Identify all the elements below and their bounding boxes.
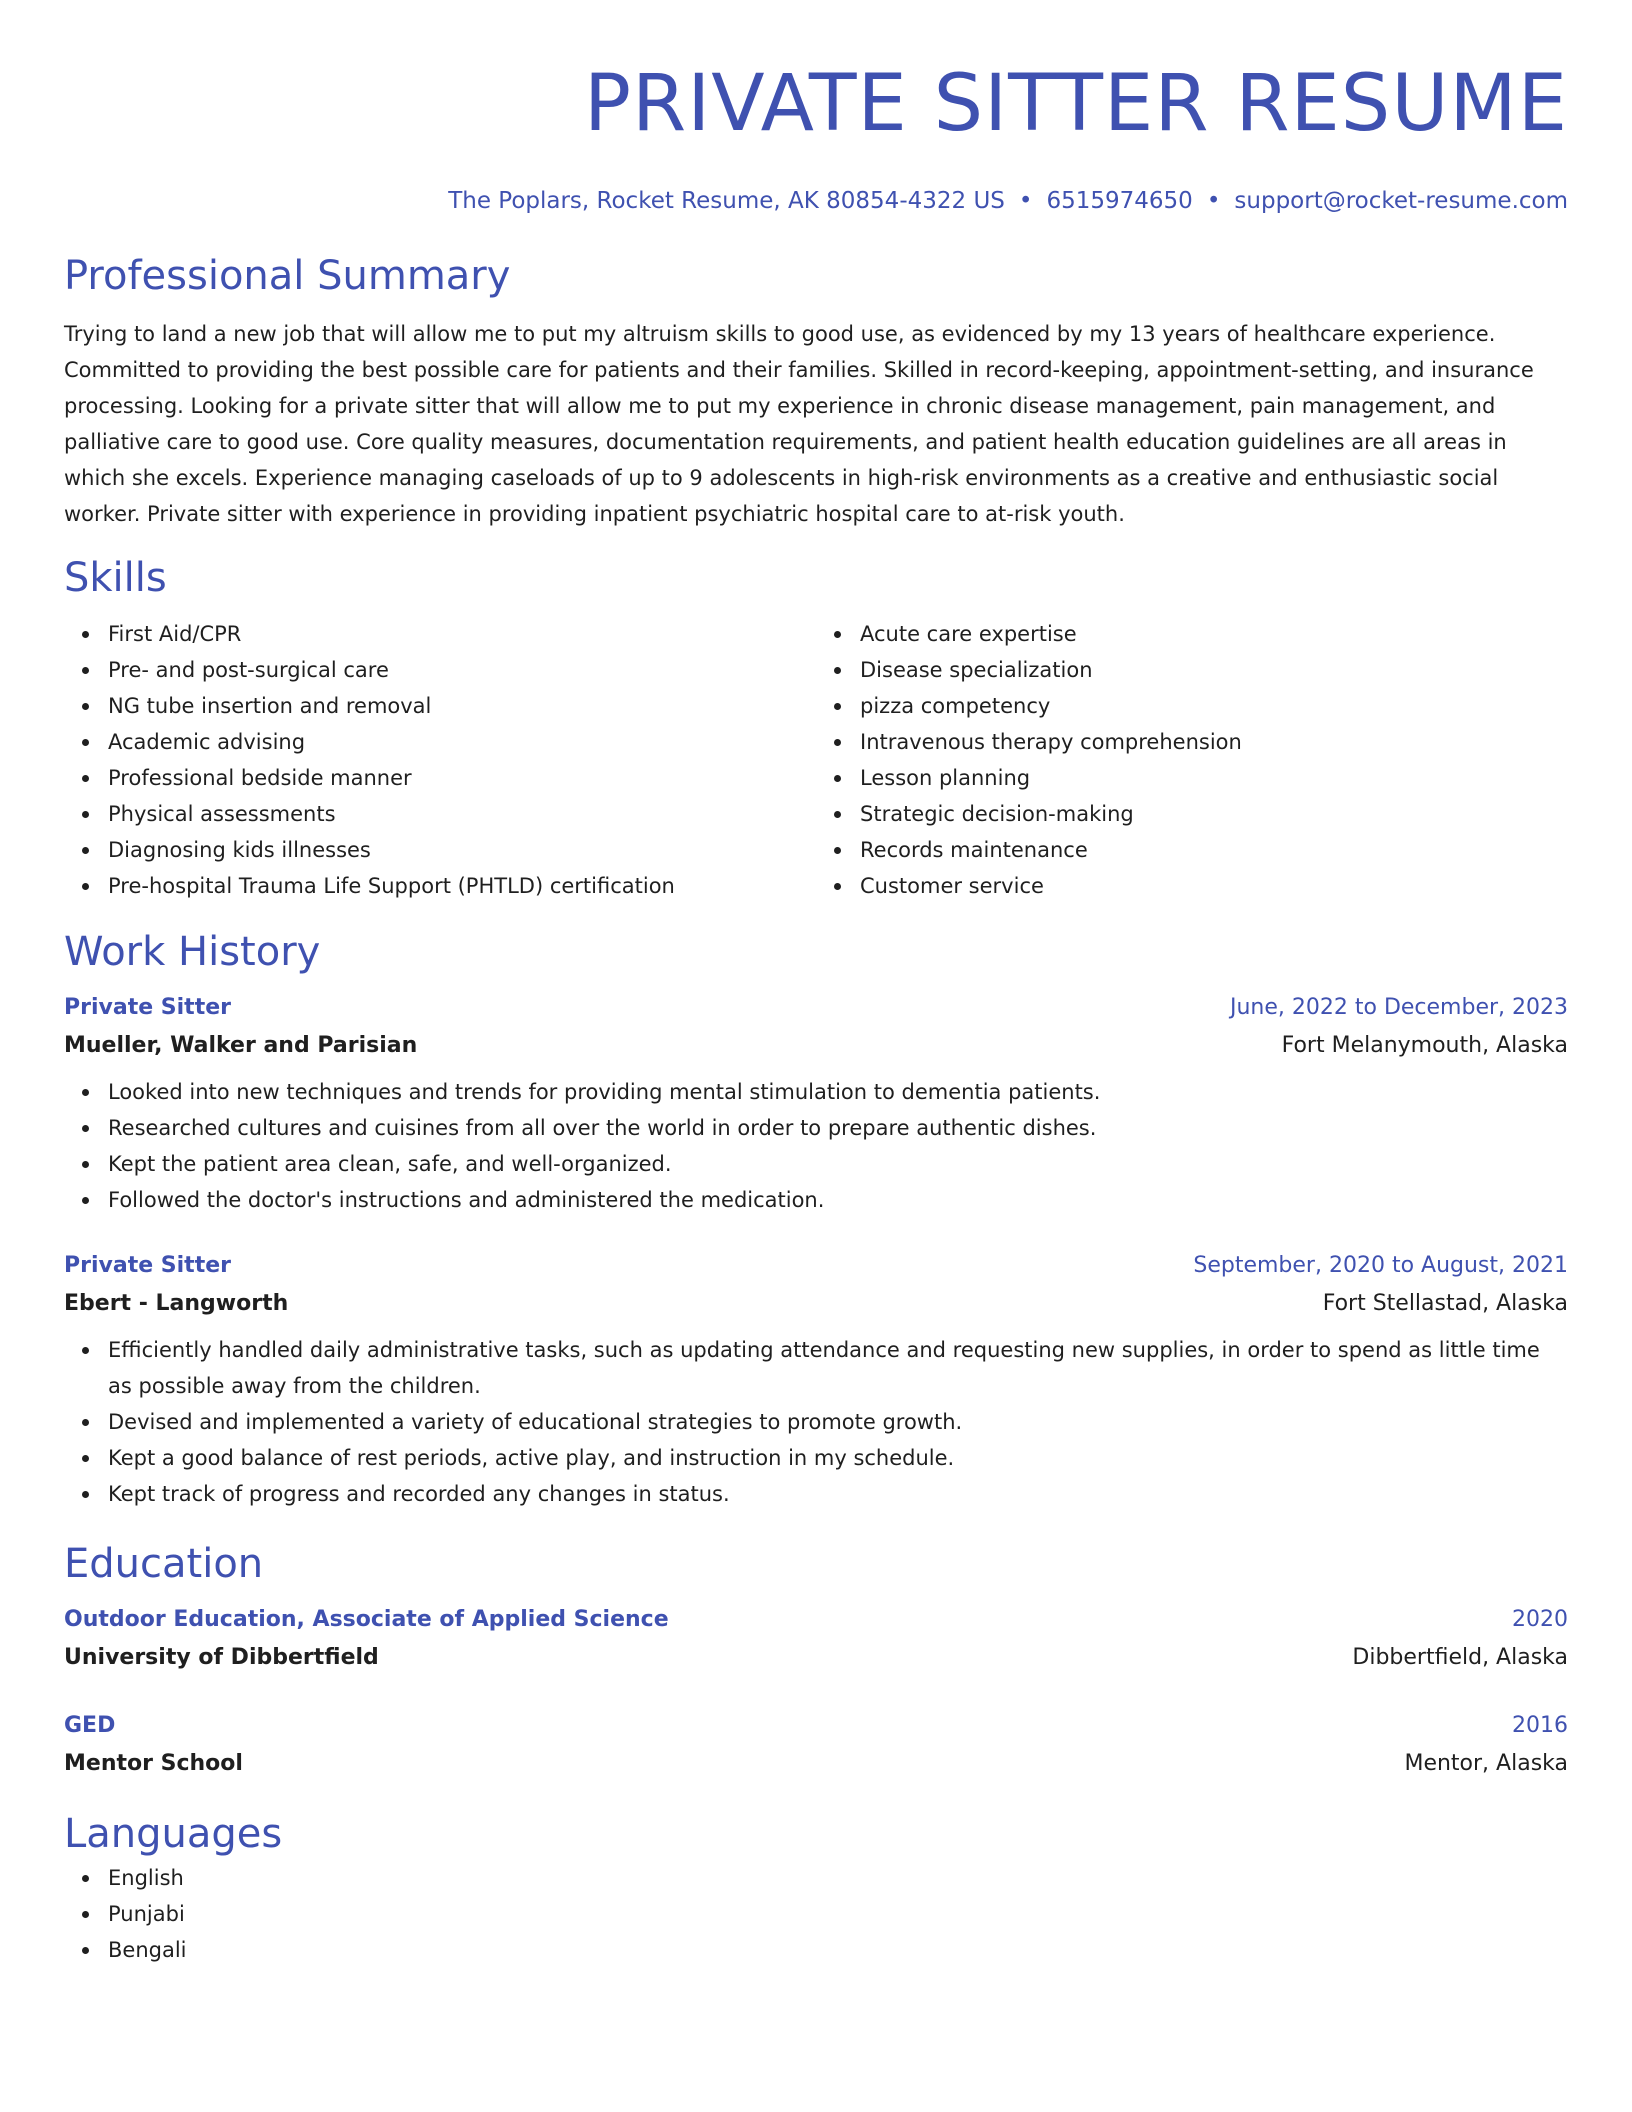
education-degree: Outdoor Education, Associate of Applied Science bbox=[64, 1607, 669, 1632]
skills-heading: Skills bbox=[64, 555, 167, 601]
skill-item: Professional bedside manner bbox=[108, 760, 816, 796]
education-year: 2016 bbox=[1512, 1713, 1568, 1738]
job-duties bbox=[64, 1332, 1568, 1512]
job-duty-item: Researched cultures and cuisines from all over the world in order to prepare authentic dishes. bbox=[108, 1110, 1568, 1146]
job-dates: June, 2022 to December, 2023 bbox=[1229, 995, 1568, 1020]
job-role: Private Sitter bbox=[64, 995, 231, 1020]
language-item: English bbox=[108, 1860, 1568, 1896]
skill-item: Pre-hospital Trauma Life Support (PHTLD) certification bbox=[108, 868, 816, 904]
contact-address: The Poplars, Rocket Resume, AK 80854-4322 US bbox=[448, 188, 1005, 214]
summary-heading: Professional Summary bbox=[64, 253, 511, 299]
job-duty-item: Looked into new techniques and trends for providing mental stimulation to dementia patients. bbox=[108, 1074, 1568, 1110]
education-school: Mentor School bbox=[64, 1751, 243, 1776]
education-school: University of Dibbertfield bbox=[64, 1645, 379, 1670]
contact-phone: 6515974650 bbox=[1046, 188, 1193, 214]
education-heading: Education bbox=[64, 1541, 264, 1587]
skill-item: Records maintenance bbox=[860, 832, 1568, 868]
job-duty-item: Followed the doctor's instructions and administered the medication. bbox=[108, 1182, 1568, 1218]
education-entry bbox=[64, 1602, 1568, 1678]
job-duty-item: Kept the patient area clean, safe, and well-organized. bbox=[108, 1146, 1568, 1182]
languages-heading: Languages bbox=[64, 1811, 283, 1857]
skill-item: Physical assessments bbox=[108, 796, 816, 832]
summary-text: Trying to land a new job that will allow me to put my altruism skills to good use, as evidenced by my 13 years of healthcare experience. Committed to providing the best possible care for patients and their families. Skilled in record-keeping, appointment-setting, and insurance processing. Looking for a private sitter that will allow me to put my experience in chronic disease management, pain management, and palliative care to good use. Core quality measures, documentation requirements, and patient health education guidelines are all areas in which she excels. Experience managing caseloads of up to 9 adolescents in high-risk environments as a creative and enthusiastic social worker. Private sitter with experience in providing inpatient psychiatric hospital care to at-risk youth. bbox=[64, 322, 1534, 526]
skill-item: Disease specialization bbox=[860, 652, 1568, 688]
job-duty-item: Devised and implemented a variety of educational strategies to promote growth. bbox=[108, 1404, 1568, 1440]
education-year: 2020 bbox=[1512, 1607, 1568, 1632]
skills-columns bbox=[64, 616, 1568, 904]
languages-list bbox=[64, 1860, 1568, 1968]
resume-title: PRIVATE SITTER RESUME bbox=[583, 59, 1568, 149]
resume-page bbox=[64, 0, 1568, 1968]
language-item: Punjabi bbox=[108, 1896, 1568, 1932]
education-location: Mentor, Alaska bbox=[1404, 1751, 1568, 1776]
job-dates: September, 2020 to August, 2021 bbox=[1193, 1253, 1568, 1278]
skill-item: First Aid/CPR bbox=[108, 616, 816, 652]
job-company: Mueller, Walker and Parisian bbox=[64, 1033, 418, 1058]
education-entry bbox=[64, 1708, 1568, 1784]
job-entry bbox=[64, 990, 1568, 1218]
skill-item: Acute care expertise bbox=[860, 616, 1568, 652]
skill-item: Intravenous therapy comprehension bbox=[860, 724, 1568, 760]
skill-item: Academic advising bbox=[108, 724, 816, 760]
job-duty-item: Efficiently handled daily administrative tasks, such as updating attendance and requesting new supplies, in order to spend as little time as possible away from the children. bbox=[108, 1332, 1568, 1404]
skill-item: NG tube insertion and removal bbox=[108, 688, 816, 724]
contact-line bbox=[64, 184, 1568, 218]
job-location: Fort Stellastad, Alaska bbox=[1322, 1291, 1568, 1316]
separator-dot: • bbox=[1018, 188, 1033, 214]
job-duty-item: Kept track of progress and recorded any changes in status. bbox=[108, 1476, 1568, 1512]
skills-left-list bbox=[64, 616, 816, 904]
skill-item: Lesson planning bbox=[860, 760, 1568, 796]
skill-item: Diagnosing kids illnesses bbox=[108, 832, 816, 868]
job-location: Fort Melanymouth, Alaska bbox=[1281, 1033, 1568, 1058]
contact-email: support@rocket-resume.com bbox=[1234, 188, 1568, 214]
job-role: Private Sitter bbox=[64, 1253, 231, 1278]
job-company: Ebert - Langworth bbox=[64, 1291, 289, 1316]
separator-dot: • bbox=[1206, 188, 1221, 214]
education-degree: GED bbox=[64, 1713, 116, 1738]
job-duties bbox=[64, 1074, 1568, 1218]
skill-item: Customer service bbox=[860, 868, 1568, 904]
skill-item: pizza competency bbox=[860, 688, 1568, 724]
skill-item: Strategic decision-making bbox=[860, 796, 1568, 832]
job-duty-item: Kept a good balance of rest periods, active play, and instruction in my schedule. bbox=[108, 1440, 1568, 1476]
job-entry bbox=[64, 1248, 1568, 1512]
education-location: Dibbertfield, Alaska bbox=[1352, 1645, 1568, 1670]
work-history-heading: Work History bbox=[64, 929, 321, 975]
skills-right-list bbox=[816, 616, 1568, 904]
language-item: Bengali bbox=[108, 1932, 1568, 1968]
skill-item: Pre- and post-surgical care bbox=[108, 652, 816, 688]
